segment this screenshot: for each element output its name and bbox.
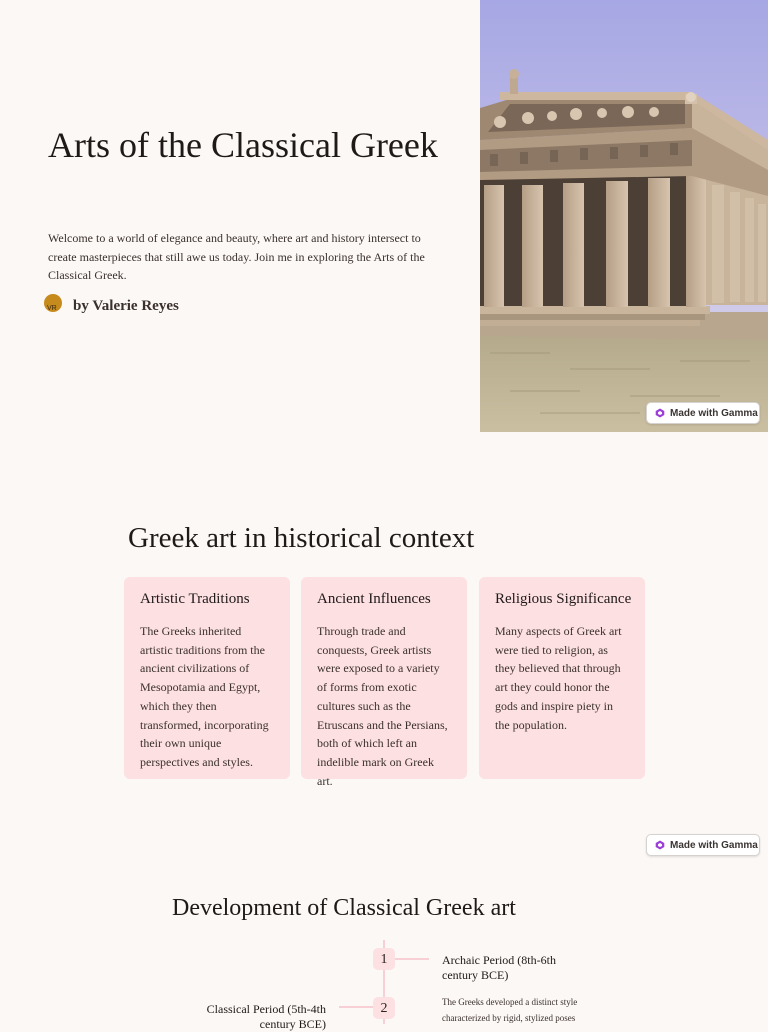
badge-label: Made with Gamma xyxy=(670,407,758,419)
card-body: Many aspects of Greek art were tied to religion, as they believed that through art they could honor the gods and inspire piety in the population. xyxy=(495,624,622,732)
section-title-development: Development of Classical Greek art xyxy=(172,895,516,921)
card-artistic-traditions xyxy=(124,577,290,779)
card-body: Through trade and conquests, Greek artists were exposed to a variety of forms from exotic cultures such as the Etruscans and the Persians, both of which left an indelible mark on Greek art. xyxy=(317,624,448,788)
card-body: The Greeks inherited artistic traditions from the ancient civilizations of Mesopotamia and Egypt, which they then transformed, incorporating their own unique perspectives and styles. xyxy=(140,624,269,769)
badge-label: Made with Gamma xyxy=(670,839,758,851)
timeline-title: Classical Period (5th-4th century BCE) xyxy=(206,1002,326,1031)
timeline-description: The Greeks developed a distinct style characterized by rigid, stylized poses xyxy=(442,997,578,1023)
card-religious-significance xyxy=(479,577,645,779)
made-with-gamma-badge[interactable] xyxy=(646,834,760,856)
page-title: Arts of the Classical Greek xyxy=(48,125,438,165)
timeline-title: Archaic Period (8th-6th century BCE) xyxy=(442,953,556,982)
avatar-initials: VR xyxy=(47,305,57,312)
made-with-gamma-badge[interactable] xyxy=(646,402,760,424)
card-title: Religious Significance xyxy=(495,591,632,607)
hero-intro-text: Welcome to a world of elegance and beauty, where art and history intersect to create masterpieces that still awe us today. Join me in exploring the Arts of the Classical Greek. xyxy=(48,231,425,282)
gamma-logo-icon xyxy=(655,840,665,850)
avatar xyxy=(44,294,62,312)
author-name: by Valerie Reyes xyxy=(73,298,179,314)
timeline-connector xyxy=(339,1006,373,1008)
timeline-marker: 2 xyxy=(373,997,395,1019)
timeline-marker: 1 xyxy=(373,948,395,970)
timeline-connector xyxy=(395,958,429,960)
parthenon-image xyxy=(480,0,768,432)
gamma-logo-icon xyxy=(655,408,665,418)
card-title: Artistic Traditions xyxy=(140,591,250,607)
section-title-context: Greek art in historical context xyxy=(128,522,475,554)
card-ancient-influences xyxy=(301,577,467,788)
card-title: Ancient Influences xyxy=(317,591,431,607)
